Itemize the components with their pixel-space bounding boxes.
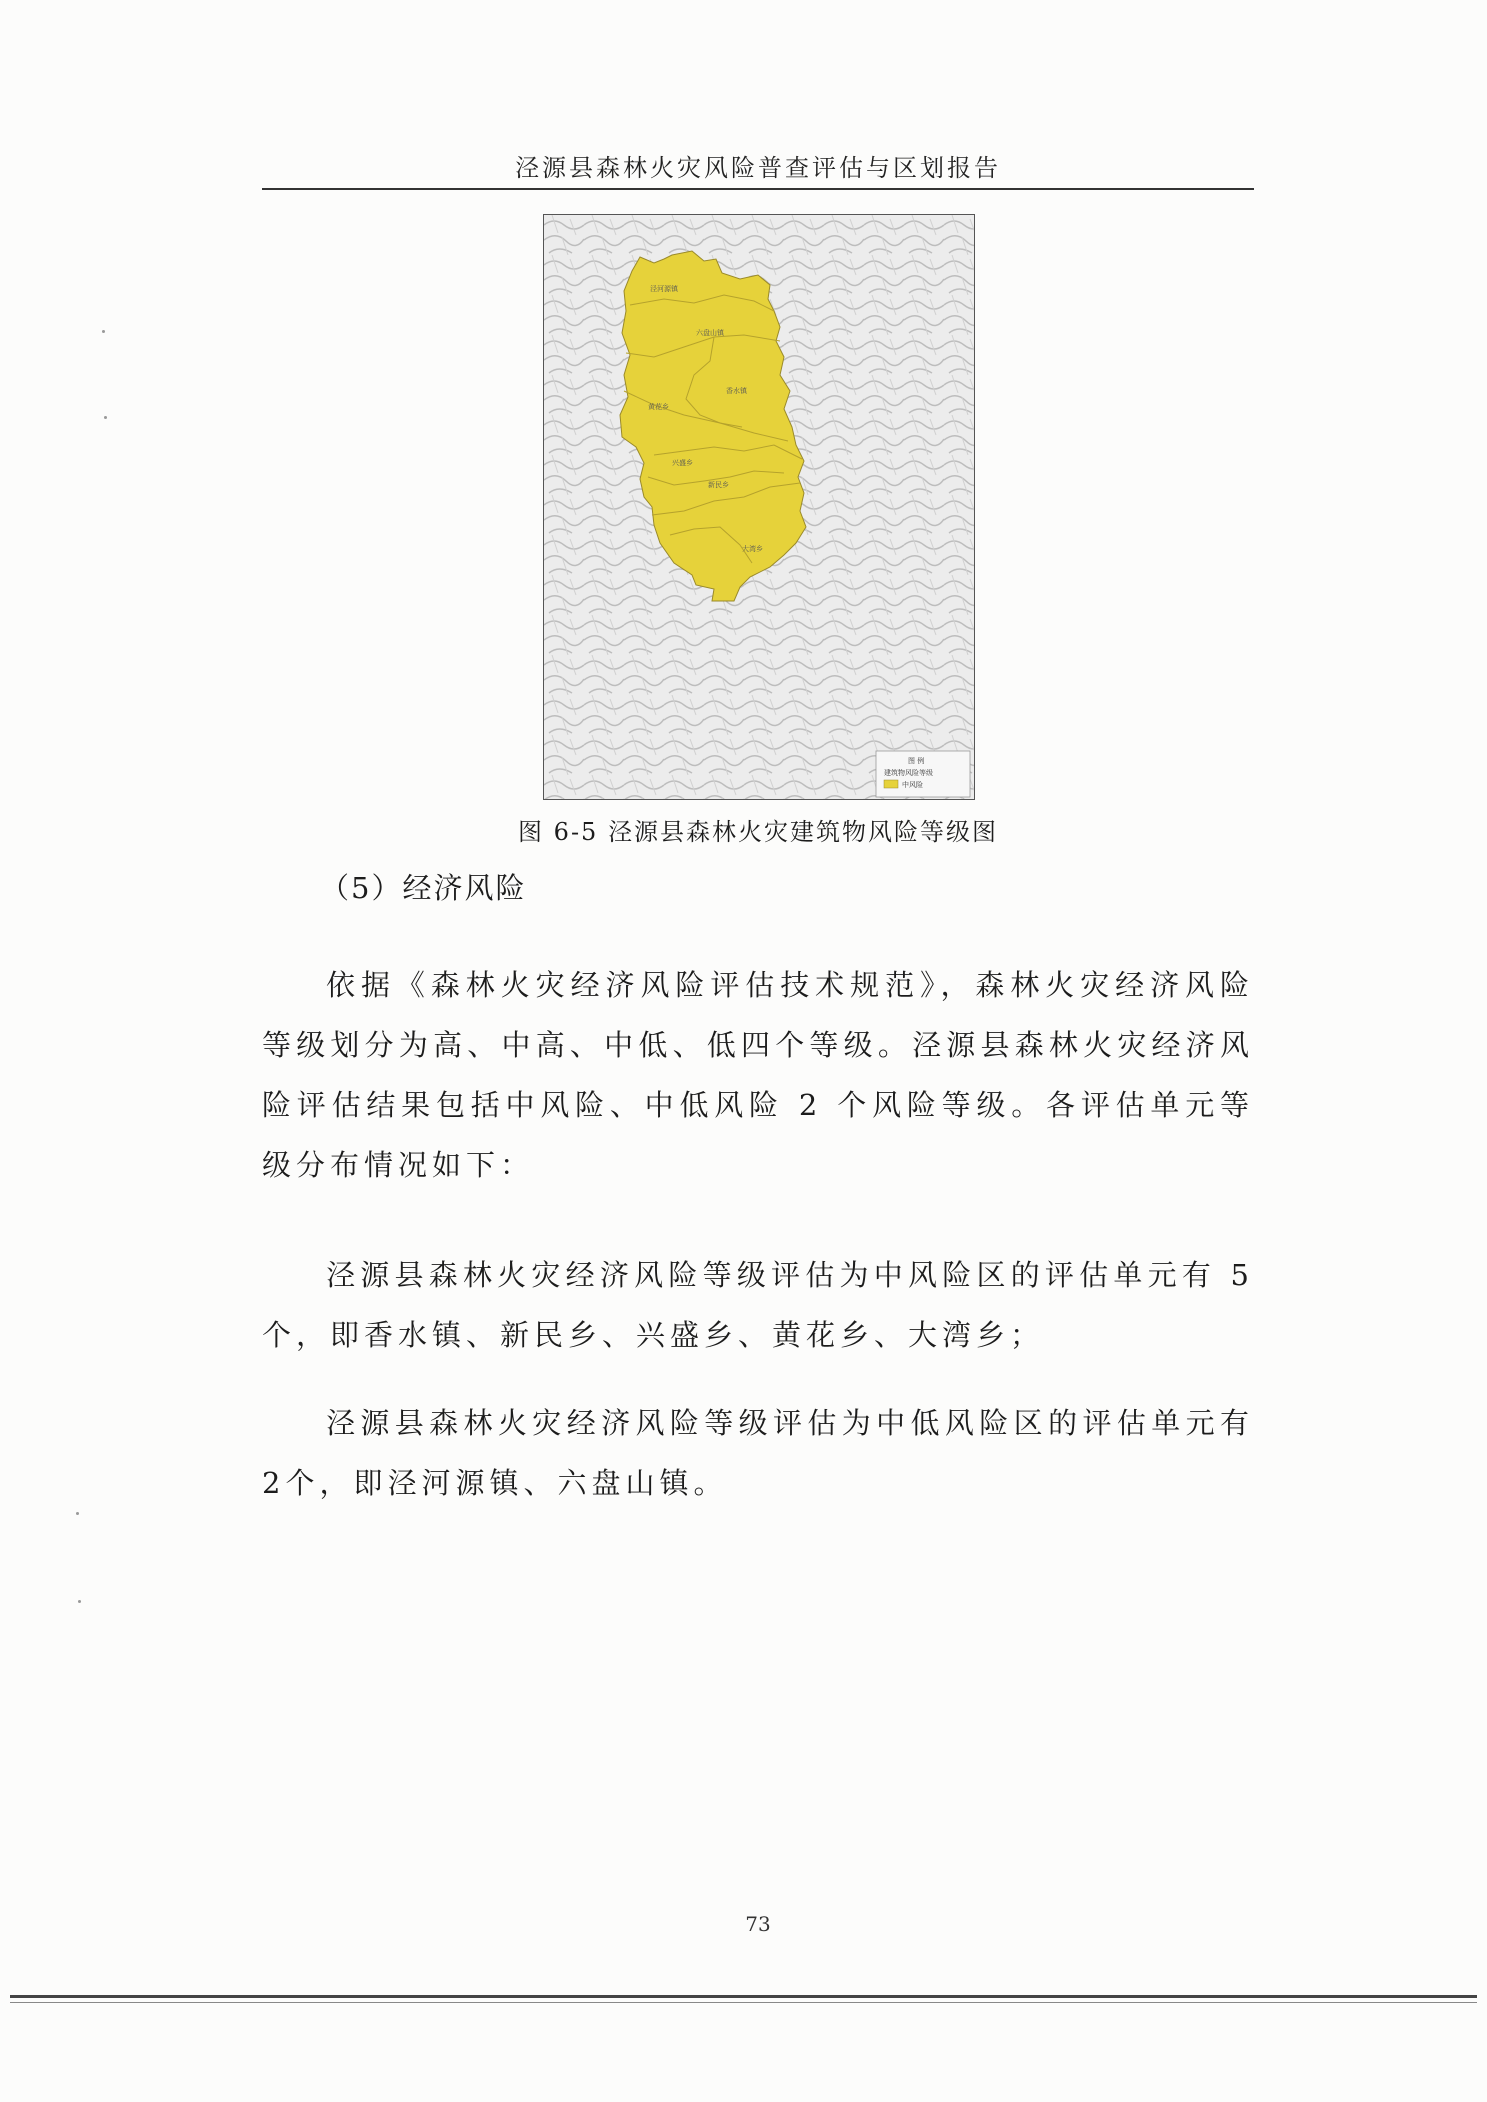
map-label-2: 六盘山镇: [696, 329, 724, 337]
figure-map: [543, 214, 975, 800]
page-number: 73: [745, 1912, 771, 1936]
legend-subtitle: 建筑物风险等级: [884, 769, 933, 777]
scan-speck: [78, 1600, 81, 1603]
scan-speck: [102, 330, 105, 333]
legend-item-label: 中风险: [902, 781, 923, 789]
map-label-4: 香水镇: [726, 387, 747, 395]
map-label-6: 新民乡: [708, 481, 729, 489]
scan-speck: [104, 416, 107, 419]
body-paragraph-1: 依据《森林火灾经济风险评估技术规范》，森林火灾经济风险等级划分为高、中高、中低、低四个等级。泾源县森林火灾经济风险评估结果包括中风险、中低风险 2 个风险等级。各评估单元等级分布情况如下：: [262, 968, 1254, 1182]
bottom-rule: [10, 1995, 1477, 1998]
scan-speck: [76, 1512, 79, 1515]
running-header: 泾源县森林火灾风险普查评估与区划报告: [515, 154, 1001, 182]
map-label-5: 兴盛乡: [672, 459, 693, 467]
body-paragraph-2: 泾源县森林火灾经济风险等级评估为中风险区的评估单元有 5 个，即香水镇、新民乡、兴盛乡、黄花乡、大湾乡；: [262, 1258, 1254, 1352]
section-heading: （5）经济风险: [320, 871, 527, 905]
map-label-3: 黄花乡: [648, 403, 669, 411]
map-legend: [876, 751, 970, 797]
map-label-7: 大湾乡: [742, 545, 763, 553]
legend-title: 图 例: [908, 757, 925, 765]
map-label-1: 泾河源镇: [650, 285, 678, 293]
legend-swatch: [884, 780, 898, 788]
header-rule: [262, 188, 1254, 190]
figure-caption: 图 6-5 泾源县森林火灾建筑物风险等级图: [518, 818, 998, 846]
map-svg: [544, 215, 974, 799]
bottom-rule-thin: [10, 2002, 1477, 2003]
body-paragraph-3: 泾源县森林火灾经济风险等级评估为中低风险区的评估单元有2个，即泾河源镇、六盘山镇。: [262, 1406, 1254, 1500]
